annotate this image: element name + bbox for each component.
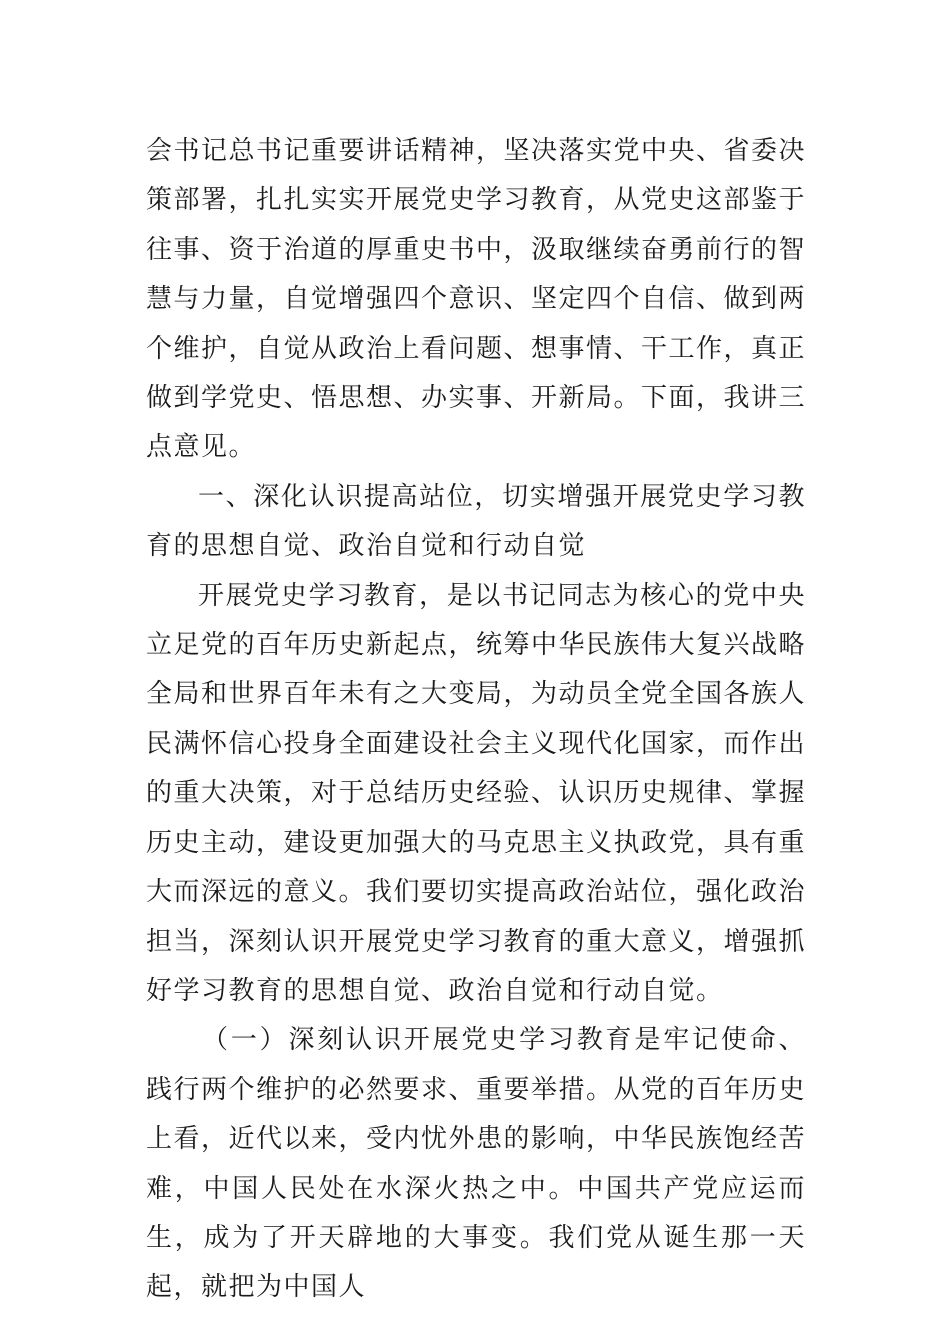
paragraph-continuation: 会书记总书记重要讲话精神，坚决落实党中央、省委决策部署，扎扎实实开展党史学习教育，从党史这部鉴于往事、资于治道的厚重史书中，汲取继续奋勇前行的智慧与力量，自觉增强四个意识、坚定四个自信、做到两个维护，自觉从政治上看问题、想事情、干工作，真正做到学党史、悟思想、办实事、开新局。下面，我讲三点意见。	[146, 136, 807, 463]
section-heading: 一、深化认识提高站位，切实增强开展党史学习教育的思想自觉、政治自觉和行动自觉	[146, 481, 806, 562]
paragraph-body: 开展党史学习教育，是以书记同志为核心的党中央立足党的百年历史新起点，统筹中华民族伟大复兴战略全局和世界百年未有之大变局，为动员全党全国各族人民满怀信心投身全面建设社会主义现代化国家，而作出的重大决策，对于总结历史经验、认识历史规律、掌握历史主动，建设更加强大的马克思主义执政党，具有重大而深远的意义。我们要切实提高政治站位，强化政治担当，深刻认识开展党史学习教育的重大意义，增强抓好学习教育的思想自觉、政治自觉和行动自觉。	[146, 580, 807, 1006]
document-body	[146, 127, 806, 1313]
subsection-paragraph: （一）深刻认识开展党史学习教育是牢记使命、践行两个维护的必然要求、重要举措。从党的百年历史上看，近代以来，受内忧外患的影响，中华民族饱经苦难，中国人民处在水深火热之中。中国共产党应运而生，成为了开天辟地的大事变。我们党从诞生那一天起，就把为中国人	[146, 1025, 807, 1303]
